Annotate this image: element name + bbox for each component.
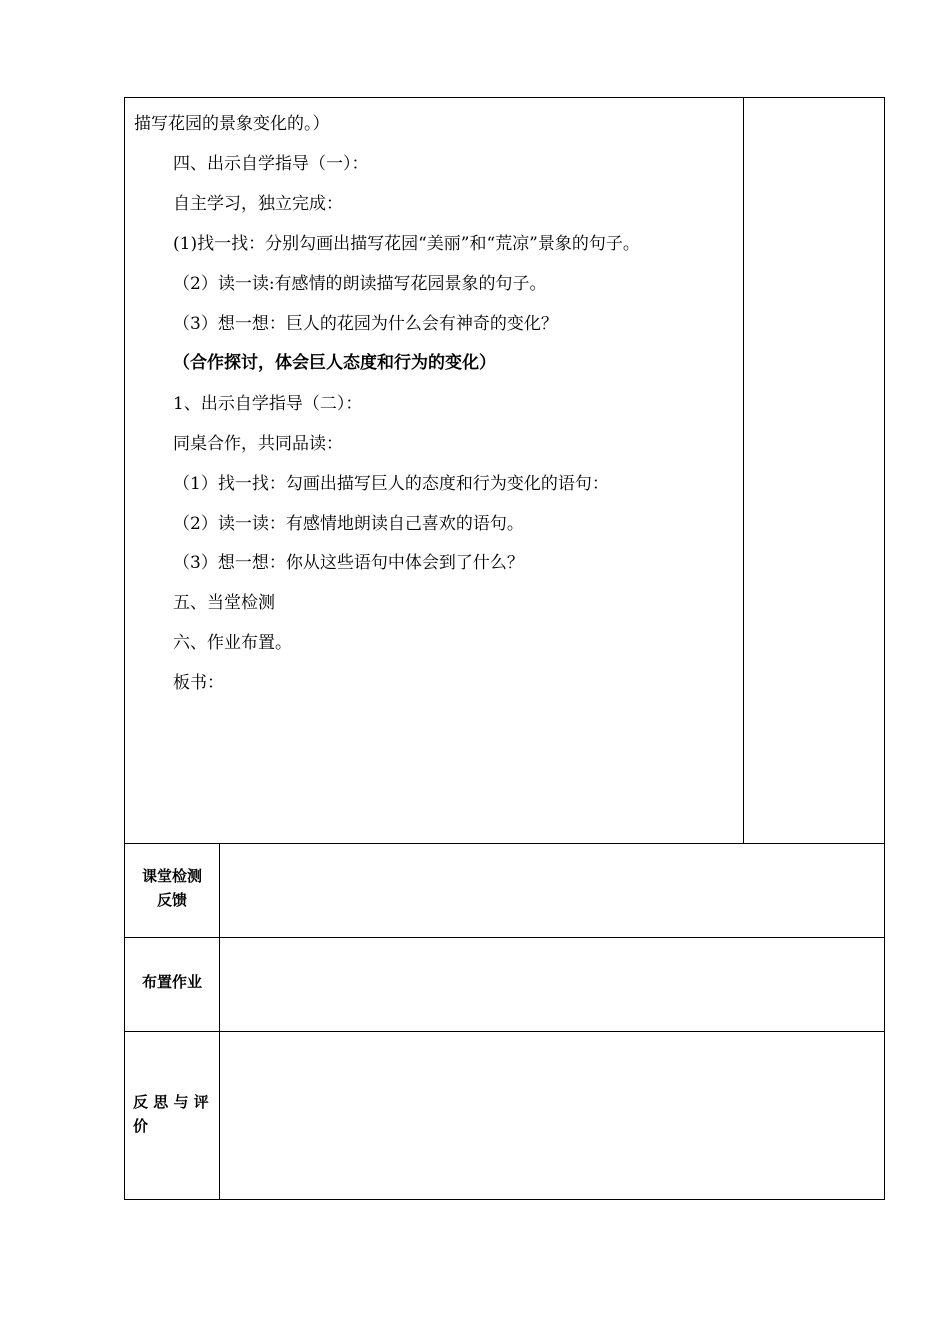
content-line: （3）想一想：你从这些语句中体会到了什么？	[173, 553, 524, 573]
feedback-label	[125, 864, 219, 912]
content-line: （3）想一想：巨人的花园为什么会有神奇的变化？	[173, 314, 558, 334]
reflection-cell[interactable]	[220, 1032, 884, 1199]
content-line: 五、当堂检测	[173, 593, 275, 613]
feedback-cell[interactable]	[220, 844, 884, 937]
content-line: （2）读一读：有感情地朗读自己喜欢的语句。	[173, 514, 524, 534]
content-line-bold: （合作探讨，体会巨人态度和行为的变化）	[173, 353, 496, 373]
content-line: (1)找一找：分别勾画出描写花园“美丽”和“荒凉”景象的句子。	[173, 234, 640, 254]
content-line: （1）找一找：勾画出描写巨人的态度和行为变化的语句：	[173, 474, 609, 494]
content-line: 描写花园的景象变化的。）	[134, 114, 330, 134]
feedback-label-line-1: 课堂检测	[141, 867, 202, 885]
content-line: 1、出示自学指导（二）：	[173, 394, 363, 414]
homework-label	[125, 970, 219, 994]
reflection-label-line-2: 价	[133, 1117, 149, 1135]
content-line: 板书：	[173, 673, 224, 693]
content-line: （2）读一读:有感情的朗读描写花园景象的句子。	[173, 274, 547, 294]
feedback-label-line-2: 反馈	[156, 891, 187, 909]
content-line: 自主学习，独立完成：	[173, 194, 343, 214]
notes-cell[interactable]	[744, 98, 884, 843]
reflection-label-line-1: 反 思 与 评	[133, 1093, 209, 1111]
content-line: 六、作业布置。	[173, 633, 292, 653]
reflection-label	[133, 1090, 217, 1138]
homework-label-text: 布置作业	[141, 973, 202, 991]
content-line: 同桌合作，共同品读：	[173, 434, 343, 454]
content-line: 四、出示自学指导（一）：	[173, 154, 369, 174]
homework-cell[interactable]	[220, 938, 884, 1031]
